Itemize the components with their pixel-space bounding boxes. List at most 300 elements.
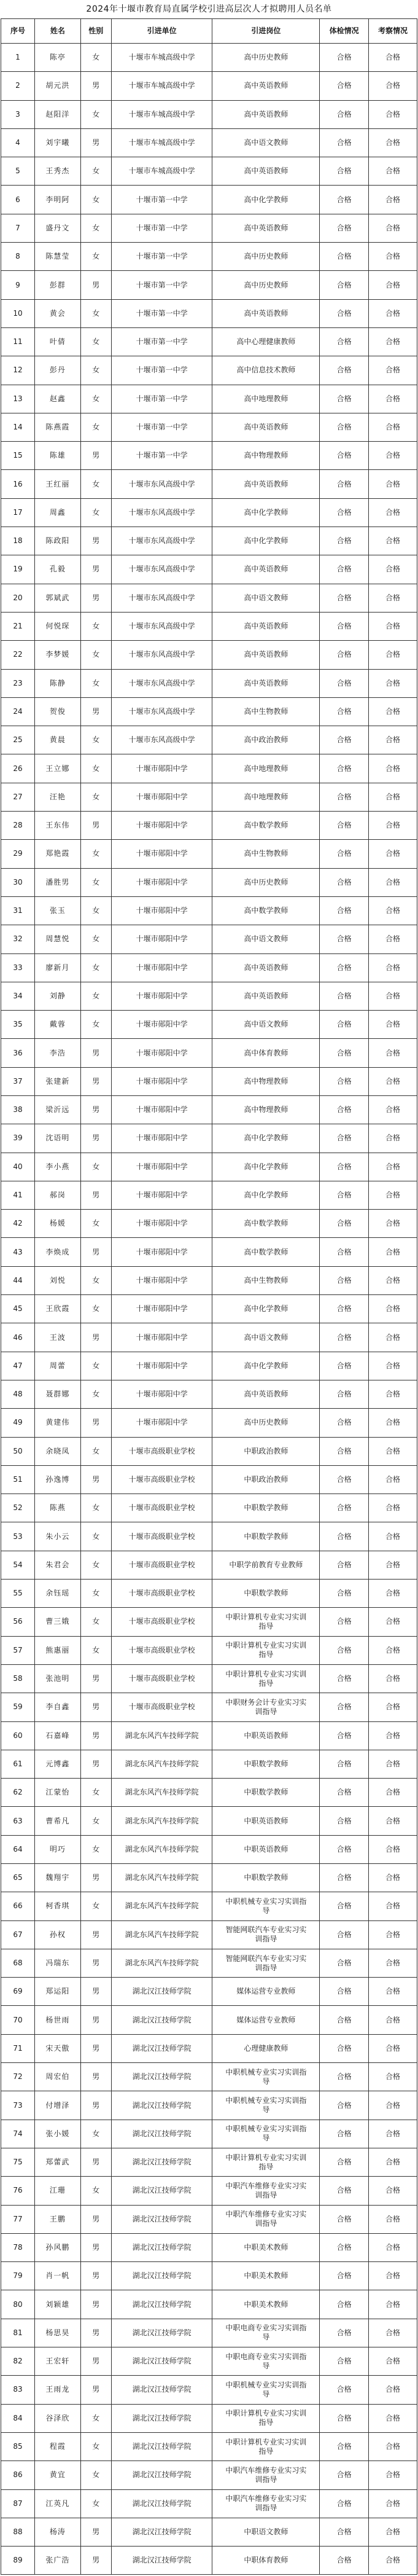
unit-text: 十堰市车城高级中学 [128, 81, 195, 90]
medical-text: 合格 [336, 252, 352, 261]
name-text: 潘胜男 [45, 877, 70, 887]
cell-medical [320, 413, 369, 441]
medical-text: 合格 [336, 337, 352, 346]
post-text: 中职英语教师 [244, 1844, 288, 1854]
cell-name [35, 613, 81, 640]
name-text: 江英凡 [45, 2499, 70, 2508]
post-text: 高中数学教师 [244, 1219, 288, 1228]
cell-gender [81, 584, 112, 612]
cell-unit [112, 2148, 213, 2176]
no-text: 7 [15, 223, 20, 232]
gender-text: 女 [92, 423, 100, 431]
cell-medical [320, 2518, 369, 2546]
name-text: 赵阳洋 [45, 109, 70, 119]
header-post: 引进岗位 [212, 19, 320, 43]
cell-medical [320, 72, 369, 100]
no-text: 46 [13, 1333, 23, 1342]
cell-no [1, 2290, 35, 2318]
gender-text: 女 [92, 792, 100, 801]
post-text: 中职数学教师 [244, 1532, 288, 1541]
name-text: 王宏轩 [45, 2357, 70, 2366]
cell-post [212, 1438, 320, 1465]
medical-text: 合格 [336, 906, 352, 915]
cell-post [212, 1551, 320, 1579]
cell-unit [112, 243, 213, 270]
gender-text: 女 [92, 109, 100, 119]
no-text: 67 [13, 1930, 23, 1939]
gender-text: 女 [92, 252, 100, 261]
cell-post [212, 2177, 320, 2204]
cell-gender [81, 1409, 112, 1436]
cell-unit [112, 1068, 213, 1095]
no-text: 32 [13, 934, 23, 944]
review-text: 合格 [385, 280, 401, 289]
cell-medical [320, 1238, 369, 1266]
medical-text: 合格 [336, 109, 352, 119]
cell-no [1, 641, 35, 668]
cell-name [35, 2148, 81, 2176]
no-text: 20 [13, 593, 23, 602]
cell-name [35, 783, 81, 811]
review-text: 合格 [385, 1816, 401, 1825]
gender-text: 女 [92, 507, 100, 517]
cell-medical [320, 1722, 369, 1750]
cell-review [369, 1181, 417, 1209]
cell-no [1, 2006, 35, 2034]
no-text: 12 [13, 366, 23, 375]
unit-text: 湖北汉江技师学院 [132, 2243, 192, 2252]
gender-text: 女 [92, 735, 100, 745]
table-row [1, 897, 417, 925]
cell-gender [81, 2405, 112, 2432]
post-text: 高中语文教师 [244, 138, 288, 147]
gender-text: 女 [92, 1446, 100, 1455]
no-text: 75 [13, 2158, 23, 2167]
table-row [1, 2035, 417, 2063]
no-text: 45 [13, 1304, 23, 1313]
cell-no [1, 470, 35, 498]
cell-post [212, 897, 320, 925]
cell-post [212, 470, 320, 498]
cell-gender [81, 954, 112, 982]
cell-no [1, 214, 35, 242]
cell-name [35, 726, 81, 754]
post-text: 高中生物教师 [244, 1275, 288, 1285]
unit-text: 十堰市郧阳中学 [136, 1275, 188, 1285]
cell-unit [112, 1864, 213, 1892]
name-text: 付增泽 [45, 2100, 70, 2110]
post-text: 高中物理教师 [244, 451, 288, 460]
cell-review [369, 555, 417, 583]
post-text: 高中地理教师 [244, 394, 288, 403]
cell-review [369, 2518, 417, 2546]
cell-no [1, 1494, 35, 1522]
no-text: 54 [13, 1560, 23, 1569]
cell-unit [112, 1295, 213, 1323]
gender-text: 女 [92, 337, 100, 346]
cell-gender [81, 2547, 112, 2574]
cell-medical [320, 2290, 369, 2318]
cell-gender [81, 1608, 112, 1635]
cell-post [212, 698, 320, 726]
table-row [1, 2433, 417, 2461]
unit-text: 湖北汉江技师学院 [132, 2214, 192, 2223]
cell-unit [112, 613, 213, 640]
cell-review [369, 1267, 417, 1294]
cell-unit [112, 2518, 213, 2546]
post-text: 高中英语教师 [244, 650, 288, 659]
unit-text: 十堰市郧阳中学 [136, 849, 188, 858]
cell-post [212, 499, 320, 527]
gender-text: 女 [92, 1788, 100, 1797]
name-text: 王雨龙 [45, 2385, 70, 2394]
medical-text: 合格 [336, 565, 352, 574]
unit-text: 十堰市郧阳中学 [136, 1418, 188, 1427]
header-name: 姓名 [35, 19, 81, 43]
cell-review [369, 413, 417, 441]
unit-text: 湖北汉江技师学院 [132, 2072, 192, 2081]
name-text: 贺俊 [49, 707, 66, 716]
cell-post [212, 1807, 320, 1834]
cell-name [35, 2461, 81, 2489]
cell-review [369, 2290, 417, 2318]
cell-medical [320, 2433, 369, 2461]
cell-unit [112, 1323, 213, 1351]
review-text: 合格 [385, 337, 401, 346]
no-text: 69 [13, 1987, 23, 1996]
review-text: 合格 [385, 1617, 401, 1626]
table-row [1, 1295, 417, 1323]
table-row [1, 1409, 417, 1437]
cell-review [369, 385, 417, 413]
cell-name [35, 840, 81, 867]
post-text: 中职汽车维修专业实习实训指导 [225, 2465, 307, 2484]
cell-unit [112, 300, 213, 327]
cell-no [1, 754, 35, 782]
cell-medical [320, 1551, 369, 1579]
cell-review [369, 271, 417, 299]
cell-review [369, 698, 417, 726]
cell-medical [320, 1352, 369, 1380]
candidate-table [1, 18, 417, 2575]
cell-post [212, 2376, 320, 2403]
table-row [1, 186, 417, 214]
review-text: 合格 [385, 1560, 401, 1569]
post-text: 高中英语教师 [244, 81, 288, 90]
gender-text: 男 [92, 1759, 100, 1768]
cell-gender [81, 243, 112, 270]
cell-medical [320, 186, 369, 213]
cell-unit [112, 1836, 213, 1863]
unit-text: 湖北汉江技师学院 [132, 2556, 192, 2565]
cell-gender [81, 2290, 112, 2318]
cell-gender [81, 101, 112, 128]
gender-text: 男 [92, 1987, 100, 1996]
gender-text: 女 [92, 2442, 100, 2451]
gender-text: 男 [92, 1418, 100, 1427]
page-title: 2024年十堰市教育局直属学校引进高层次人才拟聘用人员名单 [86, 4, 332, 14]
unit-text: 湖北汉江技师学院 [132, 2413, 192, 2422]
no-text: 60 [13, 1731, 23, 1740]
name-text: 黄会 [49, 308, 66, 318]
cell-post [212, 954, 320, 982]
cell-medical [320, 2490, 369, 2518]
post-text: 高中历史教师 [244, 53, 288, 62]
cell-review [369, 1494, 417, 1522]
review-text: 合格 [385, 1959, 401, 1968]
cell-no [1, 2547, 35, 2574]
table-row [1, 1892, 417, 1920]
medical-text: 合格 [336, 166, 352, 176]
post-text: 高中英语教师 [244, 479, 288, 488]
cell-gender [81, 1949, 112, 1977]
table-row [1, 584, 417, 613]
review-text: 合格 [385, 1759, 401, 1768]
cell-review [369, 1722, 417, 1750]
post-text: 高中历史教师 [244, 1418, 288, 1427]
cell-medical [320, 1580, 369, 1607]
name-text: 廖新月 [45, 963, 70, 972]
medical-text: 合格 [336, 195, 352, 204]
cell-post [212, 2461, 320, 2489]
table-row [1, 698, 417, 726]
unit-text: 十堰市高级职业学校 [128, 1474, 195, 1484]
name-text: 郑艳霞 [45, 849, 70, 858]
cell-medical [320, 954, 369, 982]
cell-name [35, 2262, 81, 2290]
post-text: 高中英语教师 [244, 565, 288, 574]
cell-unit [112, 1522, 213, 1550]
cell-unit [112, 1693, 213, 1721]
unit-text: 湖北汉江技师学院 [132, 2158, 192, 2167]
cell-medical [320, 2091, 369, 2119]
cell-no [1, 1665, 35, 1693]
cell-no [1, 1608, 35, 1635]
cell-unit [112, 1466, 213, 1494]
table-row [1, 2262, 417, 2290]
review-text: 合格 [385, 849, 401, 858]
cell-name [35, 2433, 81, 2461]
cell-gender [81, 670, 112, 697]
cell-review [369, 2006, 417, 2034]
gender-text: 男 [92, 593, 100, 602]
gender-text: 男 [92, 2385, 100, 2394]
cell-unit [112, 2063, 213, 2091]
cell-post [212, 1238, 320, 1266]
cell-medical [320, 2547, 369, 2574]
unit-text: 十堰市郧阳中学 [136, 1191, 188, 1200]
unit-text: 十堰市车城高级中学 [128, 109, 195, 119]
gender-text: 男 [92, 2072, 100, 2081]
cell-unit [112, 2461, 213, 2489]
cell-gender [81, 72, 112, 100]
unit-text: 湖北汉江技师学院 [132, 2385, 192, 2394]
cell-gender [81, 214, 112, 242]
unit-text: 十堰市高级职业学校 [128, 1532, 195, 1541]
post-text: 高中化学教师 [244, 1304, 288, 1313]
unit-text: 十堰市第一中学 [136, 252, 188, 261]
cell-unit [112, 1551, 213, 1579]
cell-name [35, 499, 81, 527]
medical-text: 合格 [336, 1816, 352, 1825]
gender-text: 女 [92, 1844, 100, 1854]
post-text: 中职计算机专业实习实训指导 [225, 1641, 307, 1659]
review-text: 合格 [385, 1901, 401, 1911]
medical-text: 合格 [336, 1759, 352, 1768]
unit-text: 湖北东风汽车技师学院 [125, 1873, 199, 1882]
unit-text: 湖北汉江技师学院 [132, 2043, 192, 2053]
post-text: 高中历史教师 [244, 280, 288, 289]
cell-name [35, 1409, 81, 1436]
gender-text: 女 [92, 2129, 100, 2138]
table-row [1, 869, 417, 897]
review-text: 合格 [385, 2499, 401, 2508]
table-row [1, 1864, 417, 1892]
cell-medical [320, 2063, 369, 2091]
name-text: 黄晨 [49, 735, 66, 745]
cell-post [212, 2148, 320, 2176]
gender-text: 女 [92, 1020, 100, 1029]
cell-unit [112, 214, 213, 242]
cell-no [1, 1409, 35, 1436]
cell-gender [81, 1438, 112, 1465]
cell-post [212, 186, 320, 213]
table-row [1, 1238, 417, 1266]
cell-no [1, 698, 35, 726]
cell-review [369, 72, 417, 100]
post-text: 高中化学教师 [244, 1191, 288, 1200]
cell-review [369, 2461, 417, 2489]
cell-gender [81, 1551, 112, 1579]
name-text: 明巧 [49, 1844, 66, 1854]
medical-text: 合格 [336, 849, 352, 858]
gender-text: 女 [92, 2470, 100, 2480]
no-text: 44 [13, 1275, 23, 1285]
cell-medical [320, 1892, 369, 1920]
name-text: 陈慧莹 [45, 252, 70, 261]
unit-text: 湖北东风汽车技师学院 [125, 1901, 199, 1911]
review-text: 合格 [385, 2556, 401, 2565]
cell-medical [320, 925, 369, 953]
cell-gender [81, 442, 112, 469]
table-row [1, 613, 417, 641]
cell-review [369, 157, 417, 185]
gender-text: 女 [92, 650, 100, 659]
no-text: 86 [13, 2470, 23, 2480]
name-text: 郑蕾武 [45, 2158, 70, 2167]
post-text: 高中地理教师 [244, 792, 288, 801]
no-text: 71 [13, 2043, 23, 2053]
cell-medical [320, 584, 369, 612]
cell-medical [320, 1011, 369, 1038]
cell-post [212, 157, 320, 185]
cell-review [369, 1124, 417, 1152]
medical-text: 合格 [336, 2072, 352, 2081]
name-text: 戴蓉 [49, 1020, 66, 1029]
review-text: 合格 [385, 1446, 401, 1455]
table-row [1, 1722, 417, 1750]
unit-text: 湖北汉江技师学院 [132, 2015, 192, 2024]
name-text: 元博鑫 [45, 1759, 70, 1768]
cell-unit [112, 982, 213, 1010]
no-text: 6 [15, 195, 20, 204]
table-row [1, 1580, 417, 1608]
table-row [1, 1352, 417, 1380]
table-row [1, 1466, 417, 1494]
cell-medical [320, 1181, 369, 1209]
no-text: 37 [13, 1076, 23, 1086]
cell-post [212, 2433, 320, 2461]
cell-review [369, 1836, 417, 1863]
review-text: 合格 [385, 1873, 401, 1882]
cell-gender [81, 613, 112, 640]
gender-text: 女 [92, 1390, 100, 1399]
cell-post [212, 2347, 320, 2375]
gender-text: 男 [92, 2214, 100, 2223]
gender-text: 女 [92, 1361, 100, 1370]
post-text: 高中英语教师 [244, 166, 288, 176]
cell-no [1, 2405, 35, 2432]
unit-text: 湖北汉江技师学院 [132, 2527, 192, 2536]
unit-text: 湖北汉江技师学院 [132, 2442, 192, 2451]
review-text: 合格 [385, 1275, 401, 1285]
cell-medical [320, 2006, 369, 2034]
name-text: 盛丹文 [45, 223, 70, 232]
name-text: 孙权 [49, 1930, 66, 1939]
cell-post [212, 1978, 320, 2005]
cell-review [369, 1665, 417, 1693]
no-text: 87 [13, 2499, 23, 2508]
cell-no [1, 1438, 35, 1465]
cell-review [369, 1580, 417, 1607]
cell-no [1, 1210, 35, 1237]
post-text: 中职数学教师 [244, 1503, 288, 1513]
post-text: 中职政治教师 [244, 1474, 288, 1484]
post-text: 高中心理健康教师 [236, 337, 296, 346]
cell-no [1, 584, 35, 612]
no-text: 35 [13, 1020, 23, 1029]
post-text: 中职美术教师 [244, 2243, 288, 2252]
unit-text: 十堰市郧阳中学 [136, 1162, 188, 1171]
no-text: 79 [13, 2271, 23, 2280]
cell-no [1, 1978, 35, 2005]
no-text: 66 [13, 1901, 23, 1911]
name-text: 杨思昊 [45, 2328, 70, 2337]
table-row [1, 129, 417, 157]
cell-no [1, 499, 35, 527]
post-text: 高中英语教师 [244, 223, 288, 232]
cell-post [212, 584, 320, 612]
cell-review [369, 584, 417, 612]
table-row [1, 1267, 417, 1295]
name-text: 王欣霞 [45, 1304, 70, 1313]
cell-no [1, 1637, 35, 1664]
cell-review [369, 44, 417, 71]
review-text: 合格 [385, 1418, 401, 1427]
table-row [1, 499, 417, 527]
cell-gender [81, 1807, 112, 1834]
cell-unit [112, 1039, 213, 1067]
cell-gender [81, 982, 112, 1010]
no-text: 64 [13, 1844, 23, 1854]
gender-text: 男 [92, 1048, 100, 1057]
unit-text: 湖北东风汽车技师学院 [125, 1959, 199, 1968]
cell-no [1, 2376, 35, 2403]
post-text: 中职数学教师 [244, 1873, 288, 1882]
medical-text: 合格 [336, 2243, 352, 2252]
cell-review [369, 1779, 417, 1806]
no-text: 21 [13, 622, 23, 631]
